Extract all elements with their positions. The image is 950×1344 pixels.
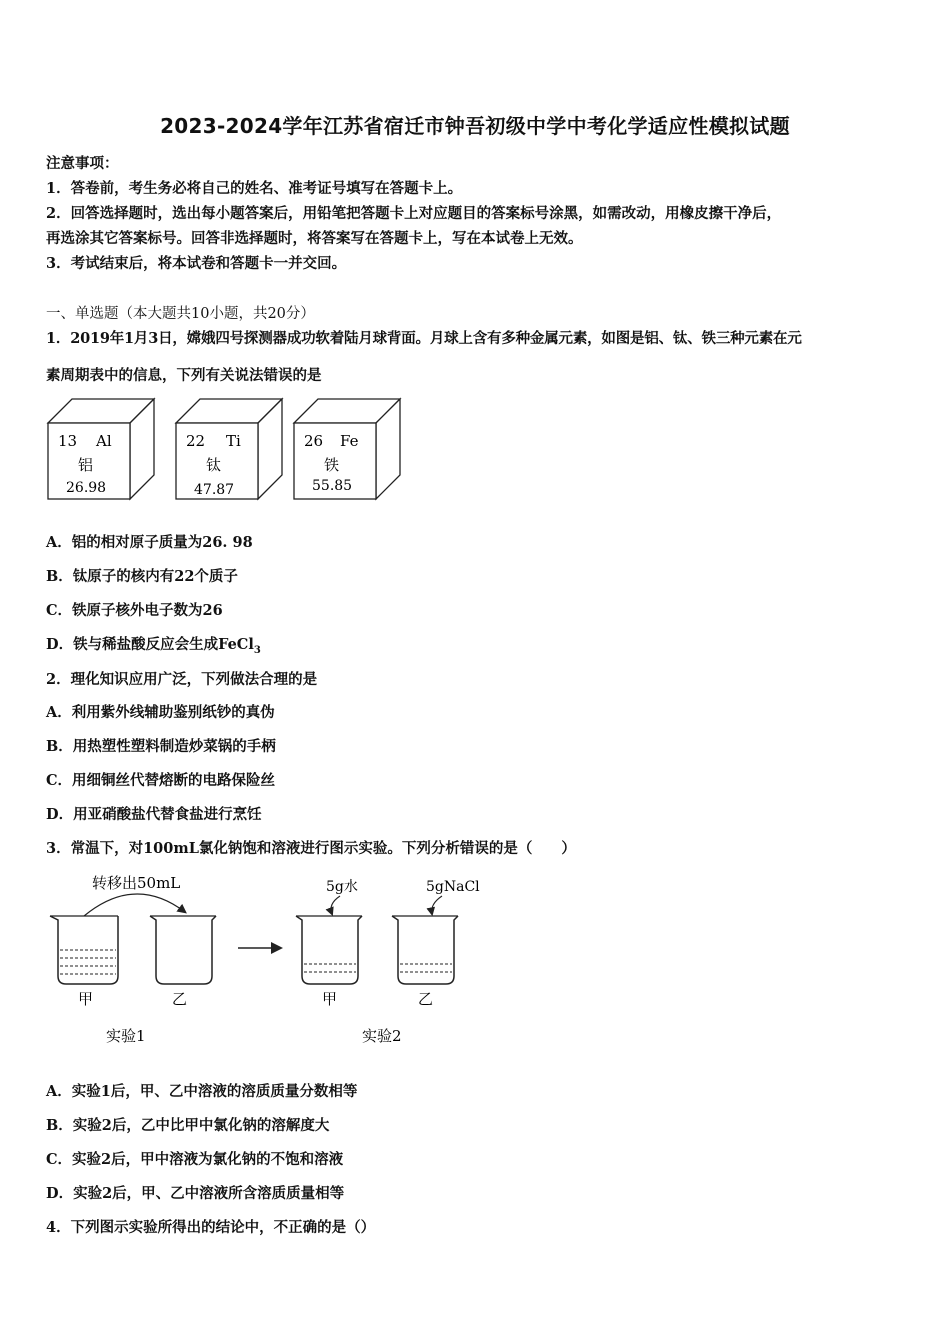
atomic-number: 22 [186, 432, 206, 450]
beaker-jia-exp2 [296, 916, 362, 984]
q2-option-b: B．用热塑性塑料制造炒菜锅的手柄 [46, 738, 276, 755]
salt-arrow [432, 896, 442, 914]
page-title: 2023-2024学年江苏省宿迁市钟吾初级中学中考化学适应性模拟试题 [160, 114, 790, 138]
notice-item: 再选涂其它答案标号。回答非选择题时，将答案写在答题卡上，写在本试卷上无效。 [46, 230, 583, 247]
water-arrow [331, 896, 340, 914]
notice-item: 3．考试结束后，将本试卷和答题卡一并交回。 [46, 255, 347, 272]
atomic-mass: 26.98 [66, 480, 107, 496]
element-cube-fe [294, 399, 400, 499]
q3-stem: 3．常温下，对100mL氯化钠饱和溶液进行图示实验。下列分析错误的是（ ） [46, 840, 576, 857]
label-exp1: 实验1 [106, 1027, 146, 1045]
q2-option-c: C．用细铜丝代替熔断的电路保险丝 [46, 772, 276, 789]
q2-option-a: A．利用紫外线辅助鉴别纸钞的真伪 [46, 704, 275, 721]
q1-option-d-subscript: 3 [253, 644, 261, 656]
q4-stem: 4．下列图示实验所得出的结论中，不正确的是（） [46, 1219, 376, 1236]
q1-stem-line2: 素周期表中的信息，下列有关说法错误的是 [46, 367, 322, 384]
q1-option-a: A．铝的相对原子质量为26. 98 [46, 534, 253, 551]
label-exp2: 实验2 [362, 1027, 402, 1045]
element-name: 钛 [206, 456, 222, 474]
q1-stem-line1: 1．2019年1月3日，嫦娥四号探测器成功软着陆月球背面。月球上含有多种金属元素，如图是铝、钛、铁三种元素在元 [46, 330, 802, 347]
section-heading: 一、单选题（本大题共10小题，共20分） [46, 306, 315, 322]
element-cube-al [48, 399, 154, 499]
transfer-label: 转移出50mL [92, 874, 181, 892]
atomic-number: 13 [58, 432, 78, 450]
element-cube-ti [176, 399, 282, 499]
element-name: 铝 [78, 456, 94, 474]
beaker-jia-exp1 [50, 916, 118, 984]
label-yi: 乙 [172, 990, 188, 1008]
q3-option-a: A．实验1后，甲、乙中溶液的溶质质量分数相等 [46, 1083, 358, 1100]
notice-item: 2．回答选择题时，选出每小题答案后，用铅笔把答题卡上对应题目的答案标号涂黑，如需改动，用橡皮擦干净后， [46, 205, 782, 222]
q1-option-d-text: D．铁与稀盐酸反应会生成FeCl [46, 636, 254, 653]
q3-option-c: C．实验2后，甲中溶液为氯化钠的不饱和溶液 [46, 1151, 344, 1168]
transfer-arrow [84, 894, 185, 916]
atomic-mass: 47.87 [194, 482, 235, 498]
q3-option-d: D．实验2后，甲、乙中溶液所含溶质质量相等 [46, 1185, 345, 1202]
beaker-yi-exp2 [392, 916, 458, 984]
element-cubes-figure [44, 395, 404, 505]
element-name: 铁 [324, 456, 340, 474]
beaker-experiment-figure [40, 866, 500, 1056]
notice-heading: 注意事项： [46, 155, 119, 172]
beaker-yi-exp1 [150, 916, 216, 984]
q3-option-b: B．实验2后，乙中比甲中氯化钠的溶解度大 [46, 1117, 330, 1134]
q1-option-d [46, 633, 261, 656]
element-symbol: Al [96, 432, 112, 450]
atomic-mass: 55.85 [312, 478, 353, 494]
notice-item: 1．答卷前，考生务必将自己的姓名、准考证号填写在答题卡上。 [46, 180, 463, 197]
q1-option-c: C．铁原子核外电子数为26 [46, 602, 223, 619]
element-symbol: Ti [226, 432, 241, 450]
q1-option-b: B．钛原子的核内有22个质子 [46, 568, 238, 585]
label-jia: 甲 [322, 990, 338, 1008]
salt-label: 5gNaCl [426, 879, 480, 895]
water-label: 5g水 [326, 879, 358, 895]
atomic-number: 26 [304, 432, 324, 450]
element-symbol: Fe [340, 432, 359, 450]
label-jia: 甲 [78, 990, 94, 1008]
label-yi: 乙 [418, 990, 434, 1008]
q2-option-d: D．用亚硝酸盐代替食盐进行烹饪 [46, 806, 262, 823]
q2-stem: 2．理化知识应用广泛，下列做法合理的是 [46, 671, 318, 688]
